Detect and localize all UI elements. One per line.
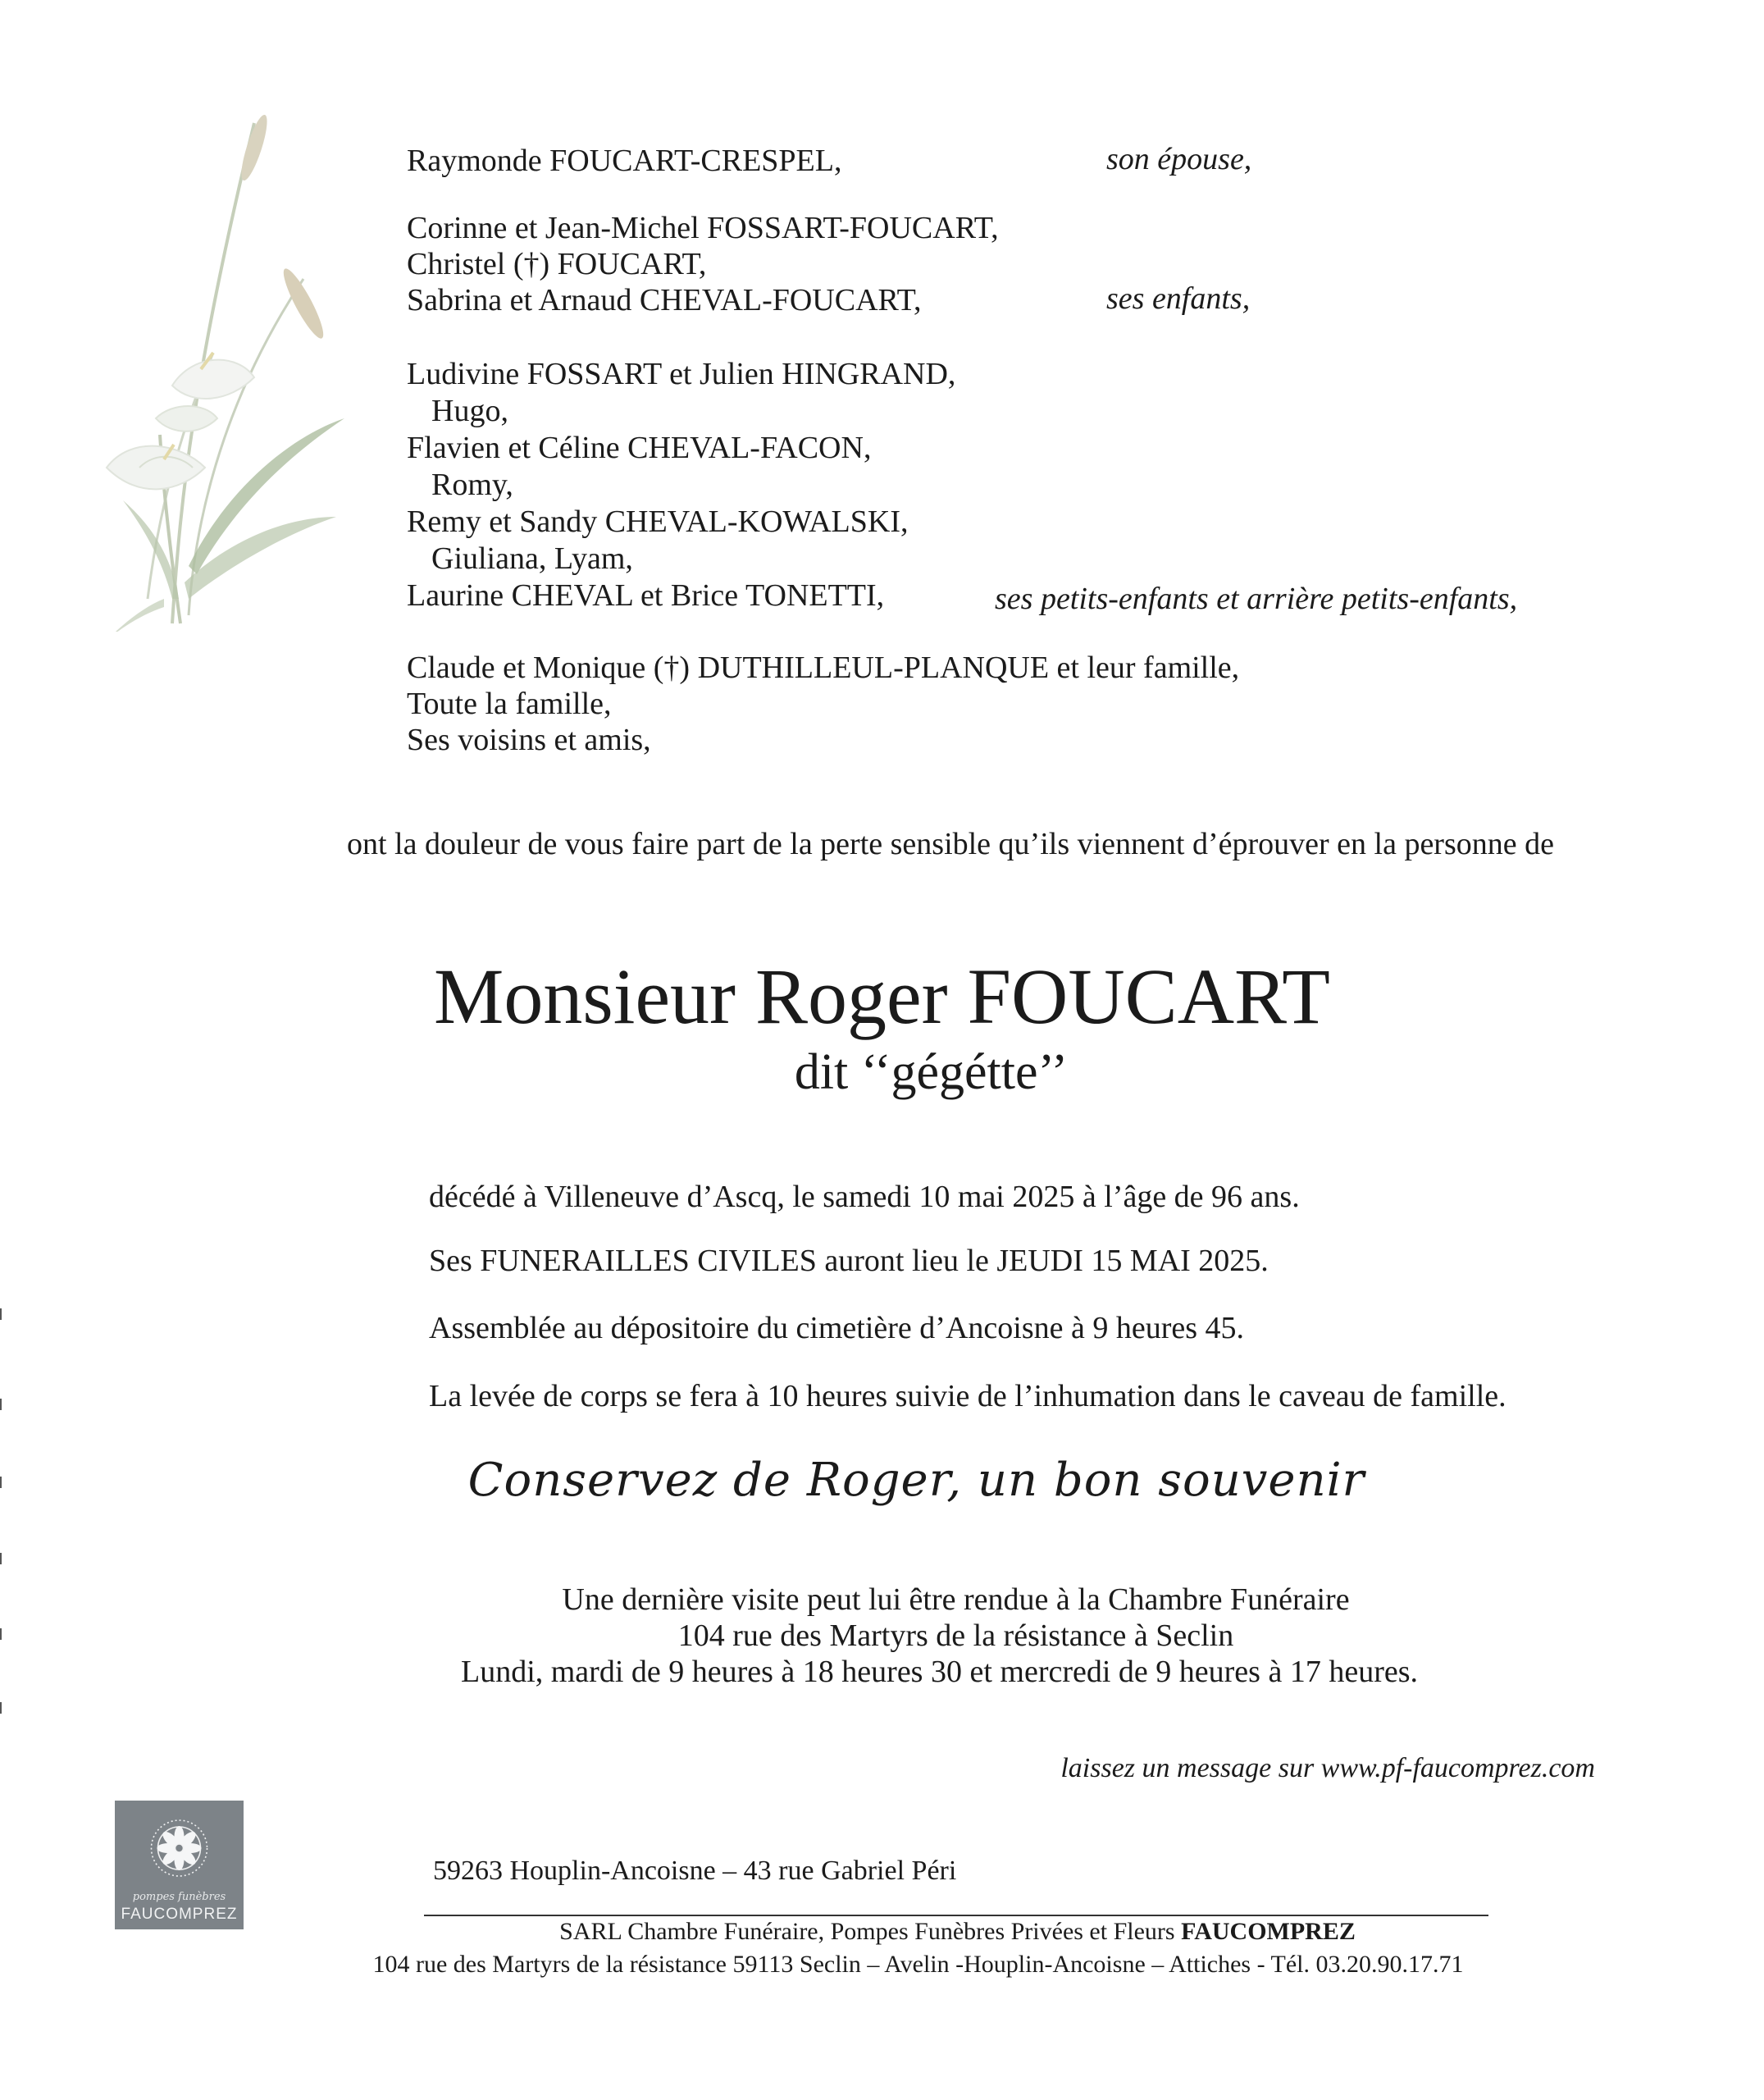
lily-wheat-illustration <box>49 107 344 632</box>
visit-line-wrap <box>0 1654 1764 1690</box>
scan-edge-mark <box>0 1702 2 1714</box>
scan-edge-mark <box>0 1628 2 1640</box>
child-name: Christel (†) FOUCART, <box>407 247 707 281</box>
deceased-name: Monsieur Roger FOUCART <box>434 952 1330 1040</box>
footer-company-prefix: SARL Chambre Funéraire, Pompes Funèbres Privées et Fleurs <box>559 1918 1182 1945</box>
visit-line: 104 rue des Martyrs de la résistance à Seclin <box>677 1618 1234 1653</box>
spouse-name: Raymonde FOUCART-CRESPEL, <box>407 144 842 178</box>
grandchild-name: Remy et Sandy CHEVAL-KOWALSKI, <box>407 504 909 539</box>
message-link[interactable]: laissez un message sur www.pf-faucomprez.com <box>1060 1753 1595 1783</box>
grandchildren-role: ses petits-enfants et arrière petits-enfants, <box>995 582 1518 616</box>
grandchild-name: Giuliana, Lyam, <box>431 541 633 576</box>
visit-line-wrap <box>0 1618 1764 1654</box>
funeral-detail: Ses FUNERAILLES CIVILES auront lieu le JEUDI 15 MAI 2025. <box>429 1244 1269 1278</box>
scan-edge-mark <box>0 1308 2 1320</box>
visit-line: Lundi, mardi de 9 heures à 18 heures 30 et mercredi de 9 heures à 17 heures. <box>460 1655 1418 1689</box>
footer-company-brand: FAUCOMPREZ <box>1181 1918 1356 1945</box>
logo-brand: FAUCOMPREZ <box>121 1906 238 1923</box>
other-relative: Ses voisins et amis, <box>407 723 651 757</box>
grandchild-name: Laurine CHEVAL et Brice TONETTI, <box>407 578 885 613</box>
scan-edge-mark <box>0 1477 2 1488</box>
grandchild-name: Flavien et Céline CHEVAL-FACON, <box>407 431 872 465</box>
child-name: Corinne et Jean-Michel FOSSART-FOUCART, <box>407 211 999 245</box>
local-address: 59263 Houplin-Ancoisne – 43 rue Gabriel Péri <box>433 1856 957 1886</box>
faucomprez-logo <box>115 1801 244 1929</box>
deceased-nickname: dit ‘‘gégétte’’ <box>794 1044 1069 1100</box>
grandchild-name: Romy, <box>431 468 513 502</box>
logo-caption: pompes funèbres <box>132 1891 226 1903</box>
scan-edge-mark <box>0 1399 2 1410</box>
children-role: ses enfants, <box>1106 281 1251 316</box>
death-detail: décédé à Villeneuve d’Ascq, le samedi 10 mai 2025 à l’âge de 96 ans. <box>429 1180 1300 1214</box>
other-relative: Claude et Monique (†) DUTHILLEUL-PLANQUE et leur famille, <box>407 651 1240 685</box>
other-relative: Toute la famille, <box>407 687 612 721</box>
visit-line: Une dernière visite peut lui être rendue à la Chambre Funéraire <box>562 1582 1350 1617</box>
footer-company <box>559 1918 1356 1945</box>
assembly-detail: Assemblée au dépositoire du cimetière d’Ancoisne à 9 heures 45. <box>429 1311 1245 1345</box>
visit-line-wrap <box>0 1582 1764 1618</box>
grandchild-name: Ludivine FOSSART et Julien HINGRAND, <box>407 357 956 391</box>
footer-divider <box>424 1915 1488 1916</box>
remembrance-line: Conservez de Roger, un bon souvenir <box>467 1454 1365 1507</box>
footer-contact-wrap <box>0 1951 1764 1979</box>
footer-contact: 104 rue des Martyrs de la résistance 59113 Seclin – Avelin -Houplin-Ancoisne – Attiches - Tél. 03.20.90.17.71 <box>372 1951 1464 1978</box>
scan-edge-mark <box>0 1553 2 1564</box>
spouse-role: son épouse, <box>1106 142 1252 176</box>
burial-detail: La levée de corps se fera à 10 heures suivie de l’inhumation dans le caveau de famille. <box>429 1379 1506 1413</box>
grandchild-name: Hugo, <box>431 394 508 428</box>
footer-company-wrap <box>0 1918 1764 1946</box>
intro-sentence: ont la douleur de vous faire part de la perte sensible qu’ils viennent d’éprouver en la personne de <box>347 827 1554 861</box>
deceased-nickname-wrap <box>0 1043 1764 1101</box>
remembrance-wrap <box>0 1454 1764 1507</box>
child-name: Sabrina et Arnaud CHEVAL-FOUCART, <box>407 283 922 317</box>
